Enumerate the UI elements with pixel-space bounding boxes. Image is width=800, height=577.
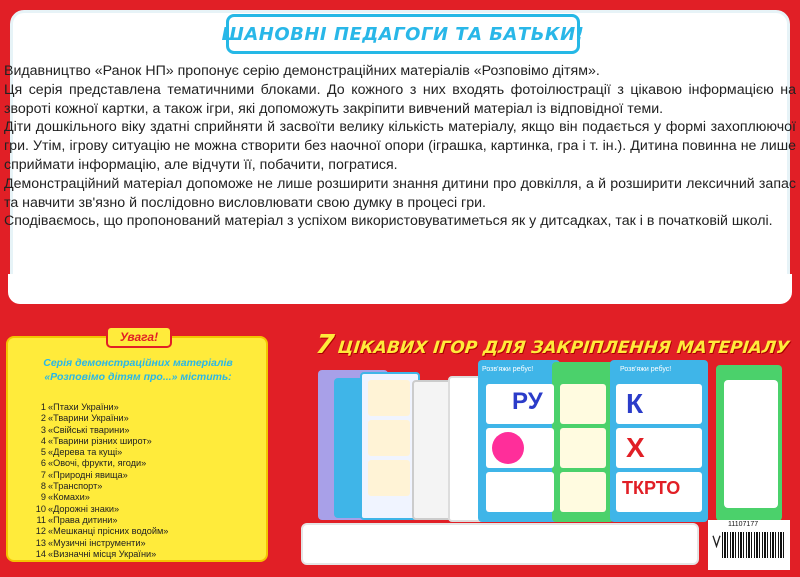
list-item-text: «Транспорт»: [48, 481, 103, 492]
card-cell: [560, 472, 606, 512]
list-item-number: 3: [40, 424, 46, 435]
list-item: [34, 436, 168, 447]
circle-shape: [492, 432, 524, 464]
list-item-number: 12: [35, 526, 46, 537]
list-item: [34, 538, 168, 549]
list-item: [34, 526, 168, 537]
card-cell: [486, 472, 554, 512]
list-item-text: «Права дитини»: [48, 514, 118, 525]
isbn-text: 11107177: [728, 521, 759, 528]
list-item-number: 9: [40, 492, 46, 503]
card-label: Розв'яжи ребус!: [620, 366, 672, 373]
card-letter-k: К: [626, 388, 644, 419]
list-item-text: «Тварини України»: [48, 413, 129, 424]
list-item: [34, 481, 168, 492]
bottom-blank-box: [301, 523, 699, 565]
list-item-number: 11: [36, 514, 46, 525]
card-letters-word: ТКРТО: [622, 478, 681, 498]
card-cell: [560, 384, 606, 424]
page-title: ШАНОВНІ ПЕДАГОГИ ТА БАТЬКИ!: [221, 23, 585, 45]
list-item-text: «Овочі, фрукти, ягоди»: [48, 458, 147, 469]
list-item-text: «Свійські тварини»: [48, 424, 130, 435]
publisher-logo-icon: [712, 534, 721, 548]
title-box: [221, 14, 585, 54]
intro-paragraph: Діти дошкільного віку здатні сприйняти й засвоїти велику кількість матеріалу, якщо він подається у формі захоплюючої гри. Утім, ігрову ситуацію не можна створити без наочної опори (іграшка, картинка, гра і т. ін.). Дитина повинна не лише сприймати інформацію, але відчути її, побачити, погратися.: [4, 119, 796, 173]
list-item-number: 14: [35, 548, 46, 559]
intro-paragraph: Сподіваємось, що пропонований матеріал з успіхом використовуватиметься як у дитсадках, так і в початковій школі.: [4, 213, 773, 230]
games-heading-text: ЦІКАВИХ ІГОР ДЛЯ ЗАКРІПЛЕННЯ МАТЕРІАЛУ: [336, 338, 791, 358]
list-item-text: «Птахи України»: [48, 402, 119, 412]
intro-paragraph: Демонстраційний матеріал допоможе не лише розширити знання дитини про довкілля, а й розширити лексичний запас та навчити зв'язно й послідовно висловлювати свою думку в процесі гри.: [4, 175, 796, 211]
series-list-title-line: Серія демонстраційних матеріалів: [43, 357, 233, 369]
list-item-text: «Комахи»: [48, 492, 90, 503]
list-item: [34, 504, 168, 515]
list-item-number: 2: [40, 413, 46, 424]
list-item-text: «Мешканці прісних водойм»: [48, 526, 169, 537]
list-item-number: 13: [35, 537, 46, 548]
card-letters: РУ: [512, 388, 543, 415]
card-letter-kh: Х: [626, 432, 645, 463]
games-count: 7: [314, 330, 336, 360]
list-item-text: «Дорожні знаки»: [48, 503, 120, 514]
barcode: [722, 532, 786, 558]
notice-badge: [106, 326, 172, 348]
list-item: [34, 470, 168, 481]
list-item-text: «Дерева та кущі»: [48, 447, 123, 458]
card-cell: [368, 460, 410, 496]
list-item: [34, 425, 168, 436]
list-item: [34, 549, 168, 560]
list-item: [34, 515, 168, 526]
list-item-number: 7: [40, 469, 46, 480]
list-item-number: 10: [35, 503, 46, 514]
card-label: Розв'яжи ребус!: [482, 366, 534, 373]
list-item-number: 6: [40, 458, 46, 469]
intro-panel-bottom: [8, 274, 792, 304]
list-item-text: «Тварини різних широт»: [48, 435, 152, 446]
game-card: [724, 380, 778, 508]
notice-label: Увага!: [119, 330, 159, 344]
list-item: [34, 447, 168, 458]
intro-paragraph: Видавництво «Ранок НП» пропонує серію демонстраційних матеріалів «Розповімо дітям».: [4, 63, 600, 79]
series-list-title-line: «Розповімо дітям про...» містить:: [44, 371, 232, 383]
series-list: [34, 402, 168, 560]
intro-paragraph: Ця серія представлена тематичними блоками. До кожного з них входять фотоілюстрації з цікавою інформацією на звороті кожної картки, а також ігри, які допоможуть закріпити вивчений матеріал із відповідної теми.: [4, 81, 796, 117]
intro-text: [4, 62, 796, 231]
games-heading: [314, 330, 791, 360]
card-cell: [560, 428, 606, 468]
list-item: [34, 402, 168, 413]
list-item-text: «Музичні інструменти»: [48, 537, 146, 548]
card-cell: [368, 380, 410, 416]
list-item-number: 8: [40, 481, 46, 492]
series-list-title: [8, 356, 268, 384]
list-item: [34, 458, 168, 469]
list-item-text: «Визначні місця України»: [48, 548, 157, 559]
list-item-number: 5: [40, 447, 46, 458]
list-item: [34, 413, 168, 424]
list-item: [34, 492, 168, 503]
card-cell: [368, 420, 410, 456]
list-item-number: 4: [40, 435, 46, 446]
list-item-text: «Природні явища»: [48, 469, 128, 480]
list-item-number: 1: [40, 402, 46, 412]
